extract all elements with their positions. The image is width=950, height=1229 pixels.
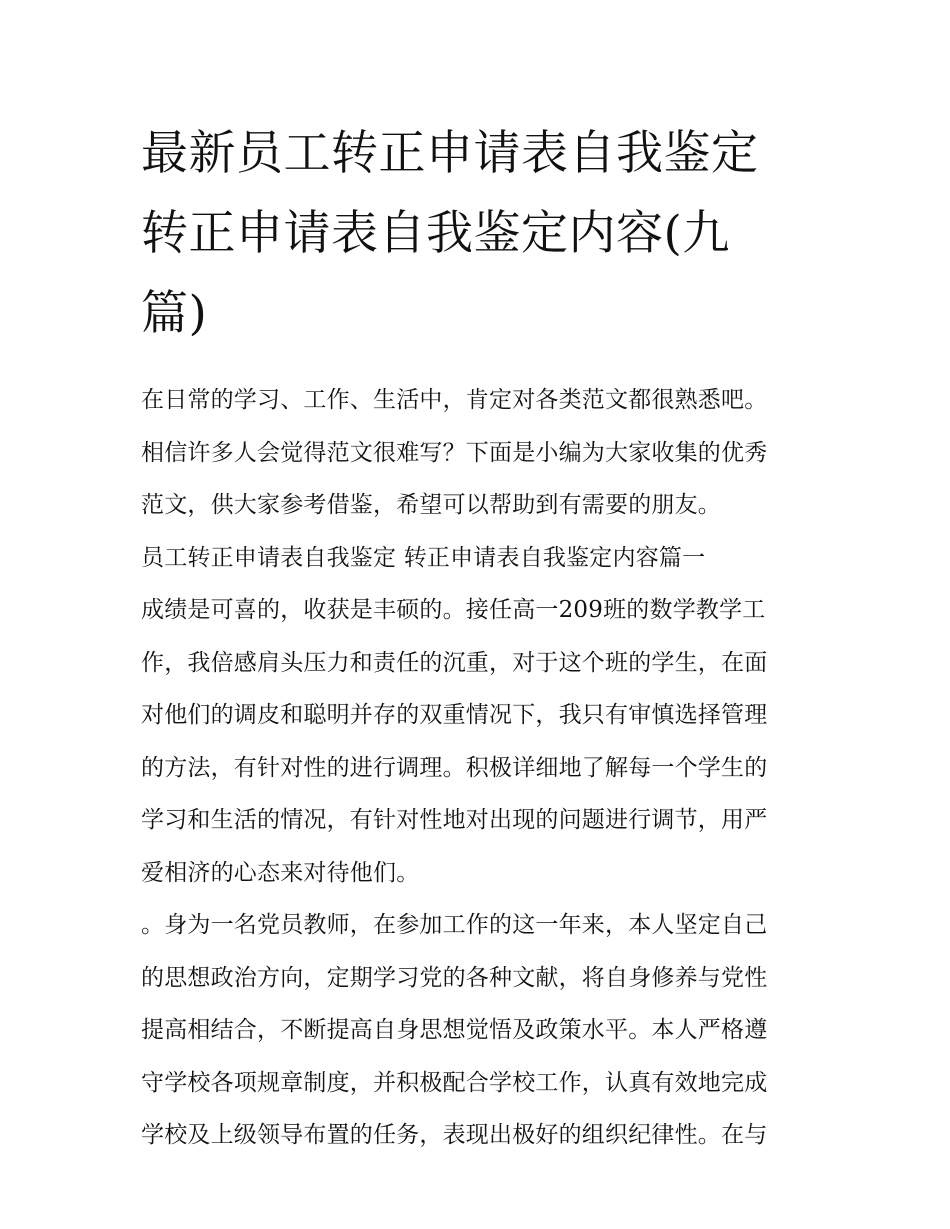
text-line: 学习和生活的情况，有针对性地对出现的问题进行调节，用严	[141, 807, 768, 833]
text-line: 范文，供大家参考借鉴，希望可以帮助到有需要的朋友。	[141, 492, 721, 518]
text-line: 在日常的学习、工作、生活中，肯定对各类范文都很熟悉吧。	[141, 387, 768, 413]
text-line: 提高相结合，不断提高自身思想觉悟及政策水平。本人严格遵	[141, 1017, 768, 1043]
text-line: 作，我倍感肩头压力和责任的沉重，对于这个班的学生，在面	[141, 649, 768, 676]
intro-paragraph	[141, 374, 811, 532]
text-line: 学校及上级领导布置的任务，表现出极好的组织纪律性。在与	[141, 1122, 768, 1148]
text-line: 员工转正申请表自我鉴定 转正申请表自我鉴定内容篇一	[141, 544, 706, 571]
text-line: 的思想政治方向，定期学习党的各种文献，将自身修养与党性	[141, 964, 768, 991]
body-paragraph	[141, 899, 811, 1162]
title-line: 最新员工转正申请表自我鉴定	[141, 126, 759, 181]
text-line: 相信许多人会觉得范文很难写？下面是小编为大家收集的优秀	[141, 439, 768, 466]
document-content	[141, 114, 811, 1162]
section-heading	[141, 532, 811, 585]
title-line: 篇)	[141, 286, 208, 341]
document-body	[141, 374, 811, 1162]
document-title	[141, 114, 811, 354]
text-line: 对他们的调皮和聪明并存的双重情况下，我只有审慎选择管理	[141, 702, 768, 728]
text-line: 成绩是可喜的，收获是丰硕的。接任高一209班的数学教学工	[141, 597, 766, 623]
text-line: 的方法，有针对性的进行调理。积极详细地了解每一个学生的	[141, 754, 768, 781]
text-line: 守学校各项规章制度，并积极配合学校工作，认真有效地完成	[141, 1069, 768, 1096]
title-line: 转正申请表自我鉴定内容(九	[141, 206, 730, 261]
body-paragraph	[141, 584, 811, 899]
text-line: 爱相济的心态来对待他们。	[141, 859, 420, 886]
text-line: 。身为一名党员教师，在参加工作的这一年来，本人坚定自己	[141, 912, 768, 938]
